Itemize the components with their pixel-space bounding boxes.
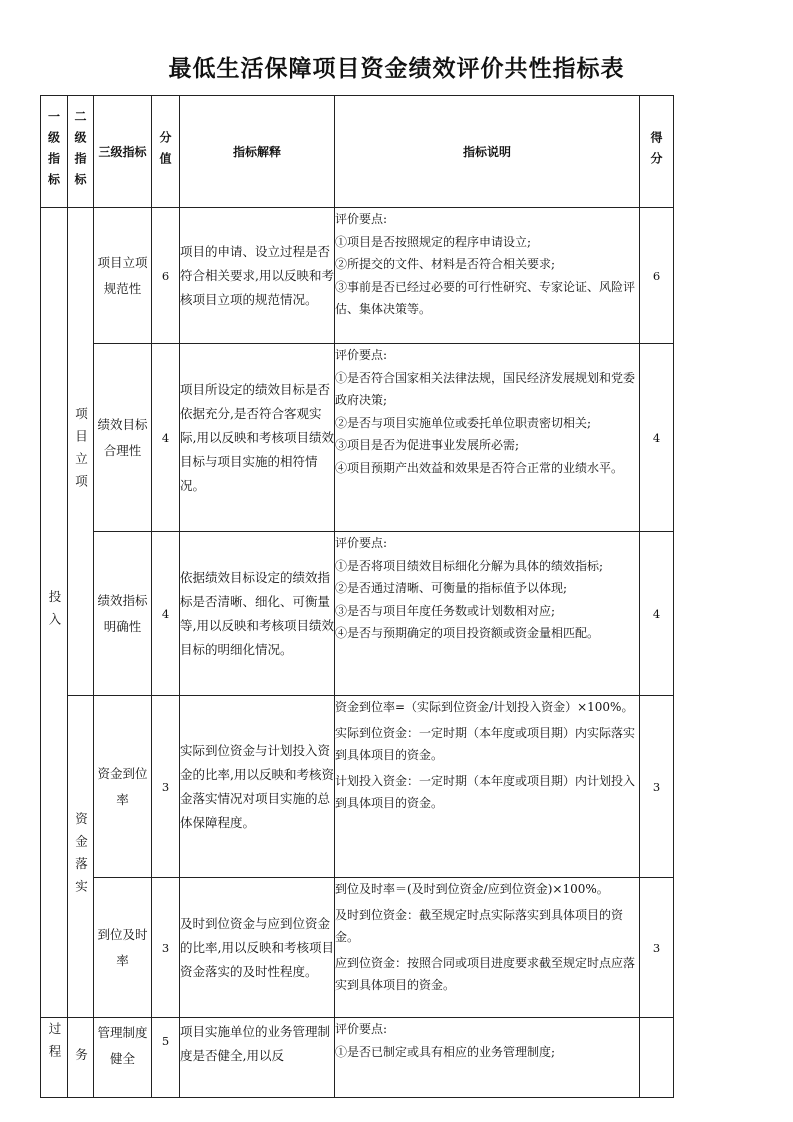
header-level2: 二级指标: [68, 96, 94, 208]
table-row: [41, 1018, 674, 1098]
level3-name: 管理制度健全: [94, 1018, 152, 1098]
indicator-description: 评价要点: ①是否已制定或具有相应的业务管理制度;: [335, 1018, 640, 1098]
points-value: 6: [152, 208, 180, 344]
indicator-explanation: 项目所设定的绩效目标是否依据充分,是否符合客观实际,用以反映和考核项目绩效目标与项目实施的相符情况。: [180, 344, 335, 532]
indicator-table: [40, 95, 674, 1098]
level3-name: 到位及时率: [94, 878, 152, 1018]
indicator-explanation: 项目的申请、设立过程是否符合相关要求,用以反映和考核项目立项的规范情况。: [180, 208, 335, 344]
table-row: [41, 696, 674, 878]
table-row: [41, 208, 674, 344]
indicator-explanation: 及时到位资金与应到位资金的比率,用以反映和考核项目资金落实的及时性程度。: [180, 878, 335, 1018]
score-value: [640, 1018, 674, 1098]
score-value: 3: [640, 878, 674, 1018]
level2-cell: 项目立项: [68, 208, 94, 696]
header-explanation: 指标解释: [180, 96, 335, 208]
page-title: 最低生活保障项目资金绩效评价共性指标表: [168, 56, 625, 82]
indicator-description: 评价要点: ①是否将项目绩效目标细化分解为具体的绩效指标; ②是否通过清晰、可衡量的指标值予以体现; ③是否与项目年度任务数或计划数相对应; ④是否与预期确定的项目投资额或资金量相匹配。: [335, 532, 640, 696]
level1-cell: 过程: [41, 1018, 68, 1098]
header-score: 得分: [640, 96, 674, 208]
score-value: 6: [640, 208, 674, 344]
level2-cell: 务: [68, 1018, 94, 1098]
indicator-description: 评价要点: ①项目是否按照规定的程序申请设立; ②所提交的文件、材料是否符合相关要求; ③事前是否已经过必要的可行性研究、专家论证、风险评估、集体决策等。: [335, 208, 640, 344]
indicator-explanation: 项目实施单位的业务管理制度是否健全,用以反: [180, 1018, 335, 1098]
table-row: [41, 878, 674, 1018]
points-value: 4: [152, 344, 180, 532]
header-level1: 一级指标: [41, 96, 68, 208]
level3-name: 绩效指标明确性: [94, 532, 152, 696]
table-row: [41, 532, 674, 696]
indicator-explanation: 实际到位资金与计划投入资金的比率,用以反映和考核资金落实情况对项目实施的总体保障程度。: [180, 696, 335, 878]
header-points: 分值: [152, 96, 180, 208]
level1-cell: 投入: [41, 208, 68, 1018]
indicator-description: 资金到位率=（实际到位资金/计划投入资金）×100%。 实际到位资金：一定时期（本年度或项目期）内实际落实到具体项目的资金。 计划投入资金：一定时期（本年度或项目期）内计划投入到具体项目的资金。: [335, 696, 640, 878]
level3-name: 项目立项规范性: [94, 208, 152, 344]
table-header-row: [41, 96, 674, 208]
indicator-description: 评价要点: ①是否符合国家相关法律法规，国民经济发展规划和党委政府决策; ②是否与项目实施单位或委托单位职责密切相关; ③项目是否为促进事业发展所必需; ④项目预期产出效益和效果是否符合正常的业绩水平。: [335, 344, 640, 532]
score-value: 3: [640, 696, 674, 878]
indicator-explanation: 依据绩效目标设定的绩效指标是否清晰、细化、可衡量等,用以反映和考核项目绩效目标的明细化情况。: [180, 532, 335, 696]
level2-cell: 资金落实: [68, 696, 94, 1018]
level3-name: 绩效目标合理性: [94, 344, 152, 532]
points-value: 4: [152, 532, 180, 696]
score-value: 4: [640, 532, 674, 696]
table-row: [41, 344, 674, 532]
level3-name: 资金到位率: [94, 696, 152, 878]
points-value: 3: [152, 696, 180, 878]
header-description: 指标说明: [335, 96, 640, 208]
header-level3: 三级指标: [94, 96, 152, 208]
indicator-description: 到位及时率＝(及时到位资金/应到位资金)×100%。 及时到位资金：截至规定时点实际落实到具体项目的资金。 应到位资金：按照合同或项目进度要求截至规定时点应落实到具体项目的资金。: [335, 878, 640, 1018]
score-value: 4: [640, 344, 674, 532]
points-value: 3: [152, 878, 180, 1018]
points-value: 5: [152, 1018, 180, 1098]
